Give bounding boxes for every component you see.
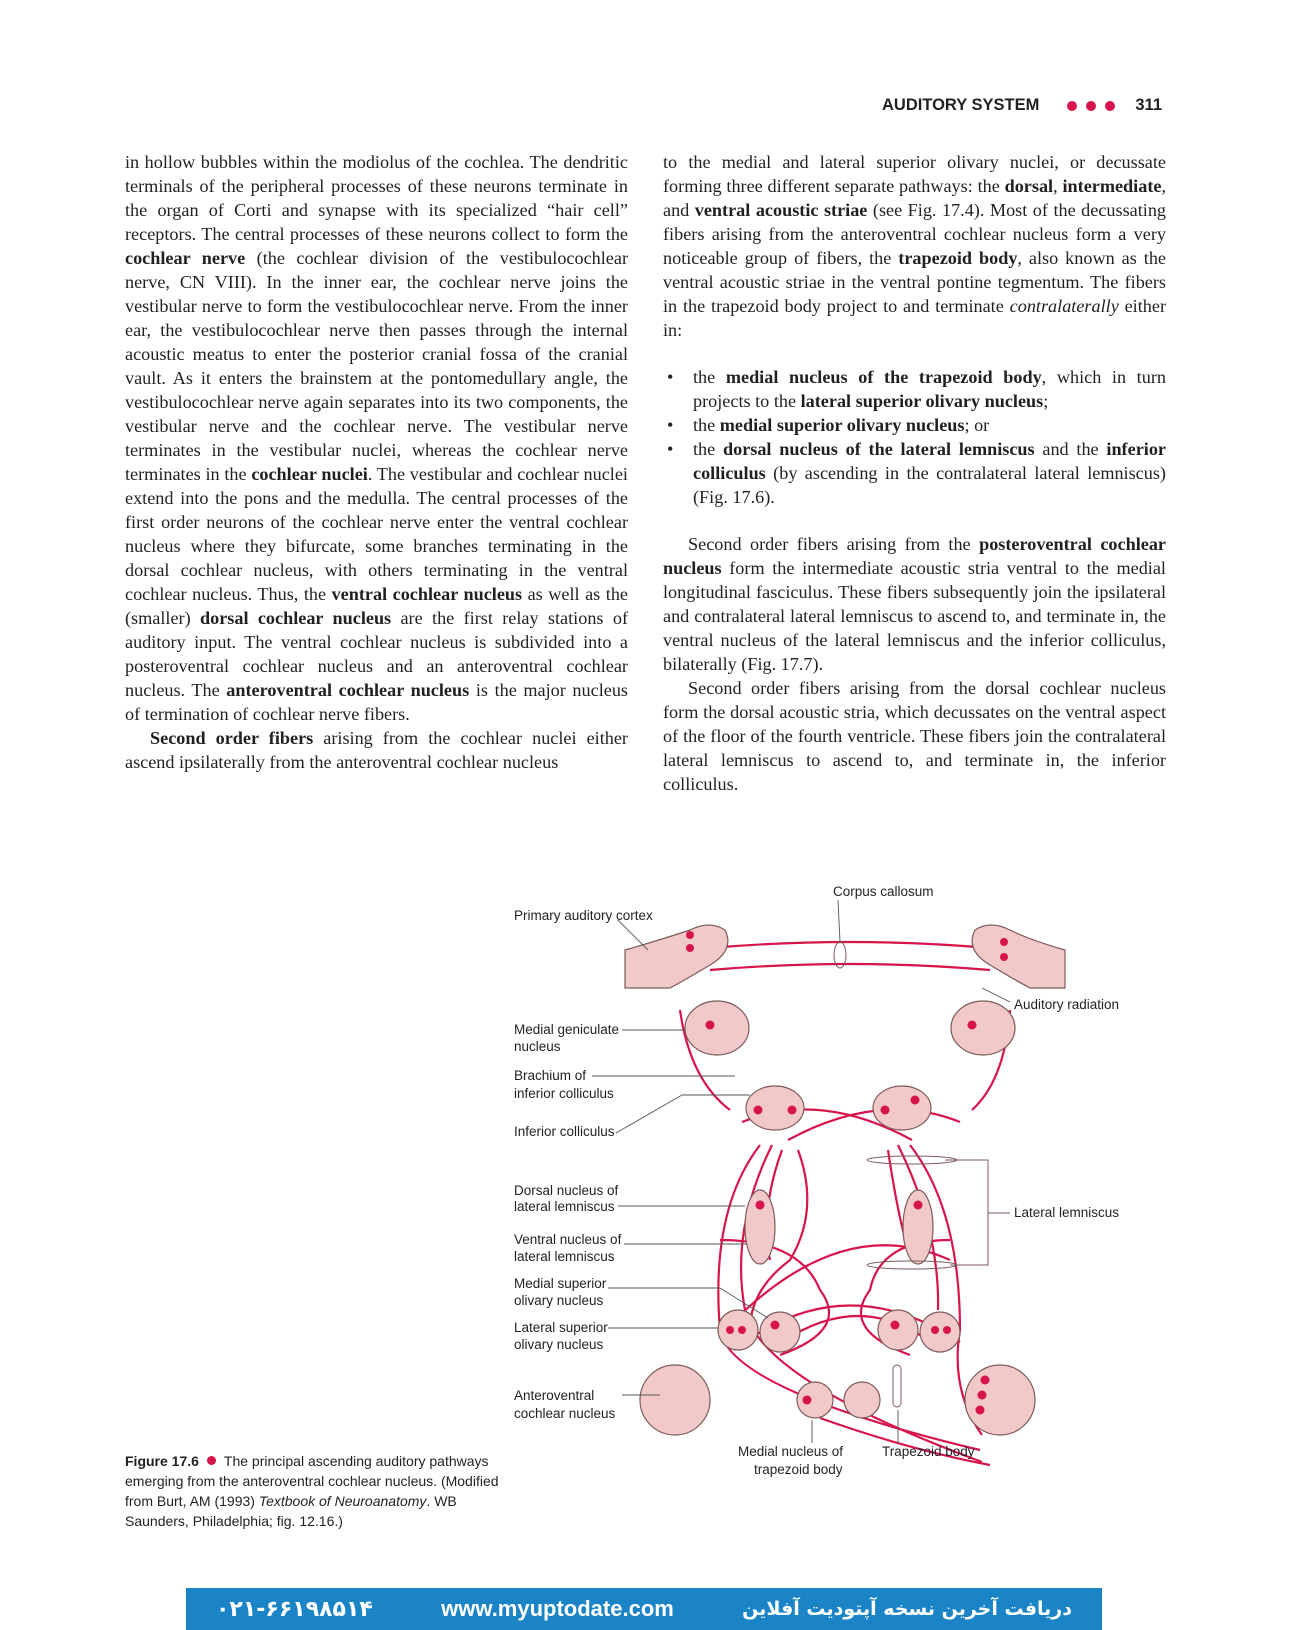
bold-term: medial nucleus of the trapezoid body: [725, 367, 1042, 387]
caption-book-title: Textbook of Neuroanatomy: [258, 1493, 427, 1509]
right-medial-geniculate-nucleus: [951, 1001, 1015, 1055]
text-run: arising from the cochlear nuclei either ascend ipsilaterally from the anteroventral cochlear nucleus: [125, 728, 628, 772]
label-dorsal-nucleus-ll: Dorsal nucleus of: [514, 1183, 619, 1198]
bold-term: inferior colliculus: [693, 439, 1166, 483]
right-column: [663, 150, 1166, 796]
footer-banner[interactable]: [186, 1588, 1102, 1630]
list-item: [663, 413, 1166, 437]
text-run: , which in turn projects to the: [693, 367, 1166, 411]
left-avcn: [640, 1365, 710, 1435]
left-mntb: [797, 1382, 833, 1418]
text-run: ; or: [964, 415, 990, 435]
bold-term: dorsal: [1004, 176, 1054, 196]
text-run: , also known as the ventral acoustic striae in the ventral pontine tegmentum. The fibers in the trapezoid body project to and terminate: [663, 248, 1166, 316]
caption-text: . WB Saunders, Philadelphia; fig. 12.16.): [125, 1493, 457, 1529]
label-mntb: trapezoid body: [754, 1462, 843, 1477]
label-ventral-nucleus-ll: Ventral nucleus of: [514, 1232, 622, 1247]
label-inferior-colliculus: Inferior colliculus: [514, 1124, 615, 1139]
footer-site-link[interactable]: www.myuptodate.com: [441, 1596, 674, 1621]
label-brachium: Brachium of: [514, 1068, 587, 1083]
label-corpus-callosum: Corpus callosum: [833, 884, 934, 899]
text-run: are the first relay stations of auditory input. The ventral cochlear nucleus is subdivided into a posteroventral cochlear nucleus and an anteroventral cochlear nucleus. The: [125, 608, 628, 700]
label-primary-auditory-cortex: Primary auditory cortex: [514, 908, 653, 923]
label-medial-geniculate: nucleus: [514, 1039, 561, 1054]
right-paragraph-1: [663, 150, 1166, 342]
auditory-pathway-figure: [514, 884, 1180, 1540]
bold-term: lateral superior olivary nucleus: [800, 391, 1044, 411]
bold-term: ventral cochlear nucleus: [331, 584, 523, 604]
list-item: [663, 365, 1166, 413]
right-auditory-cortex: [972, 925, 1065, 988]
caption-text: The principal ascending auditory pathways emerging from the anteroventral cochlear nucleus. (Modified from Burt, AM (1993): [125, 1453, 499, 1509]
bold-term: trapezoid body: [898, 248, 1018, 268]
text-run: is the major nucleus of termination of cochlear nerve fibers.: [125, 680, 628, 724]
right-lso: [920, 1312, 960, 1352]
label-dorsal-nucleus-ll: lateral lemniscus: [514, 1199, 615, 1214]
header-dots-icon: [1067, 101, 1115, 111]
left-column: [125, 150, 628, 774]
right-paragraph-3: [663, 676, 1166, 796]
text-run: (by ascending in the contralateral lateral lemniscus) (Fig. 17.6).: [693, 463, 1166, 507]
page-number: 311: [1135, 96, 1162, 114]
text-run: . The vestibular and cochlear nuclei extend into the pons and the medulla. The central processes of the first order neurons of the cochlear nerve enter the ventral cochlear nucleus where they bifurcate, some branches terminating in the dorsal cochlear nucleus, with others terminating in the ventral cochlear nucleus. Thus, the: [125, 464, 628, 604]
right-avcn: [965, 1365, 1035, 1435]
italic-term: contralaterally: [1009, 296, 1119, 316]
figure-label: Figure 17.6: [125, 1453, 199, 1469]
left-medial-geniculate-nucleus: [685, 1001, 749, 1055]
bold-term: Second order fibers: [150, 728, 314, 748]
label-mso: Medial superior: [514, 1276, 607, 1291]
text-run: Second order fibers arising from the dorsal cochlear nucleus form the dorsal acoustic stria, which decussates on the ventral aspect of the floor of the fourth ventricle. These fibers join the contralateral lateral lemniscus to ascend to, and terminate in, the inferior colliculus.: [663, 678, 1166, 794]
right-paragraph-2: [663, 532, 1166, 676]
text-run: (see Fig. 17.4). Most of the decussating fibers arising from the anteroventral cochlear nucleus form a very noticeable group of fibers, the: [663, 200, 1167, 268]
text-run: ,: [1053, 176, 1063, 196]
text-run: either in:: [663, 296, 1167, 340]
label-medial-geniculate: Medial geniculate: [514, 1022, 620, 1037]
text-run: the: [693, 367, 726, 387]
left-paragraph-1: [125, 150, 628, 726]
text-run: Second order fibers arising from the: [688, 534, 980, 554]
label-brachium: inferior colliculus: [514, 1086, 614, 1101]
running-header: [882, 96, 1162, 115]
text-run: (the cochlear division of the vestibulocochlear nerve, CN VIII). In the inner ear, the cochlear nerve joins the vestibular nerve to form the vestibulocochlear nerve. From the inner ear, the vestibulocochlear nerve then passes through the internal acoustic meatus to enter the posterior cranial fossa of the cranial vault. As it enters the brainstem at the pontomedullary angle, the vestibulocochlear nerve again separates into its two components, the vestibular nerve and the cochlear nerve. The vestibular nerve terminates in the vestibular nuclei, whereas the cochlear nerve terminates in the: [125, 248, 628, 484]
bold-term: intermediate: [1062, 176, 1162, 196]
label-mso: olivary nucleus: [514, 1293, 604, 1308]
label-trapezoid-body: Trapezoid body: [882, 1444, 975, 1459]
text-run: the: [693, 439, 723, 459]
label-avcn: cochlear nucleus: [514, 1406, 616, 1421]
caption-dot-icon: [207, 1456, 216, 1465]
label-lso: olivary nucleus: [514, 1337, 604, 1352]
bold-term: dorsal cochlear nucleus: [200, 608, 392, 628]
bold-term: cochlear nuclei: [251, 464, 368, 484]
bold-term: ventral acoustic striae: [694, 200, 868, 220]
text-run: as well as the (smaller): [125, 584, 628, 628]
text-run: form the intermediate acoustic stria ventral to the medial longitudinal fasciculus. These fibers subsequently join the ipsilateral and contralateral lateral lemniscus to ascend to, and terminate in, the ventral nucleus of the lateral lemniscus and the inferior colliculus, bilaterally (Fig. 17.7).: [663, 558, 1166, 674]
left-mso: [760, 1312, 800, 1352]
target-nuclei-list: [663, 365, 1166, 509]
bold-term: dorsal nucleus of the lateral lemniscus: [722, 439, 1035, 459]
bold-term: medial superior olivary nucleus: [719, 415, 965, 435]
bold-term: anteroventral cochlear nucleus: [226, 680, 470, 700]
text-run: , and: [663, 176, 1166, 220]
bold-term: cochlear nerve: [125, 248, 246, 268]
label-lso: Lateral superior: [514, 1320, 608, 1335]
figure-caption: [125, 1451, 510, 1531]
chapter-title: AUDITORY SYSTEM: [881, 96, 1040, 114]
bold-term: posteroventral cochlear nucleus: [663, 534, 1166, 578]
text-run: the: [693, 415, 720, 435]
text-run: and the: [1034, 439, 1107, 459]
text-run: in hollow bubbles within the modiolus of the cochlea. The dendritic terminals of the peripheral processes of these neurons terminate in the organ of Corti and synapse with its specialized “hair cell” receptors. The central processes of these neurons collect to form the: [125, 152, 628, 244]
left-paragraph-2: [125, 726, 628, 774]
label-auditory-radiation: Auditory radiation: [1014, 997, 1120, 1012]
right-mntb: [844, 1382, 880, 1418]
left-auditory-cortex: [625, 925, 728, 988]
right-mso: [878, 1310, 918, 1350]
text-run: to the medial and lateral superior olivary nuclei, or decussate forming three different separate pathways: the: [663, 152, 1166, 196]
list-item: [663, 437, 1166, 509]
label-mntb: Medial nucleus of: [738, 1444, 844, 1459]
text-run: ;: [1043, 391, 1049, 411]
footer-phone: ۰۲۱-۶۶۱۹۸۵۱۴: [216, 1596, 373, 1622]
label-ventral-nucleus-ll: lateral lemniscus: [514, 1249, 615, 1264]
footer-persian-text: دریافت آخرین نسخه آپتودیت آفلاین: [742, 1598, 1072, 1620]
label-lateral-lemniscus: Lateral lemniscus: [1014, 1205, 1120, 1220]
label-avcn: Anteroventral: [514, 1388, 595, 1403]
